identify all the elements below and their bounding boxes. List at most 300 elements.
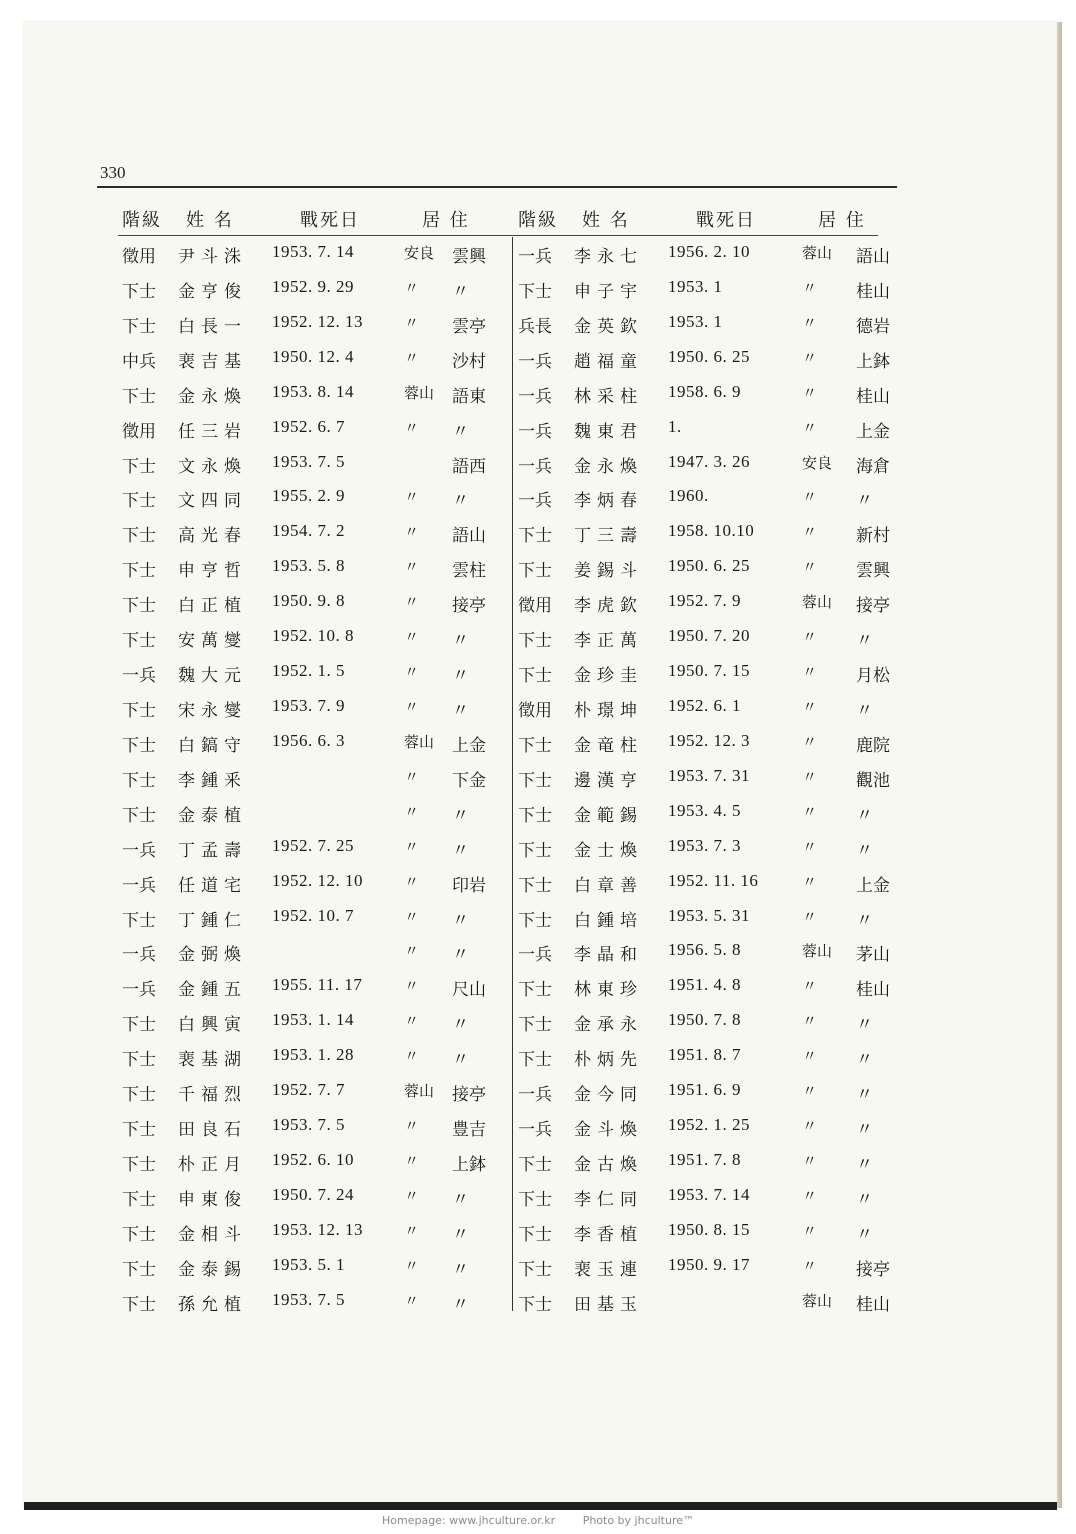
region-cell: 〃 xyxy=(404,802,420,821)
name-cell: 魏大元 xyxy=(178,666,247,687)
name-cell: 申亨哲 xyxy=(178,561,247,582)
death-date-cell: 1952. 7. 9 xyxy=(668,591,741,611)
death-date-cell: 1950. 7. 8 xyxy=(668,1010,741,1030)
village-cell: 〃 xyxy=(452,666,469,687)
death-date-cell: 1953. 5. 1 xyxy=(272,1254,345,1274)
table-row xyxy=(514,1181,904,1216)
bottom-bar xyxy=(24,1502,1057,1510)
death-date-cell: 1960. xyxy=(668,486,709,506)
rank-cell: 下士 xyxy=(122,1154,156,1175)
name-cell: 趙福童 xyxy=(574,351,643,372)
death-date-cell: 1947. 3. 26 xyxy=(668,451,750,471)
rank-cell: 徵用 xyxy=(518,700,552,721)
death-date-cell: 1950. 6. 25 xyxy=(668,346,750,366)
death-date-cell: 1952. 6. 10 xyxy=(272,1149,354,1169)
rank-cell: 下士 xyxy=(518,1294,552,1315)
death-date-cell: 1952. 11. 16 xyxy=(668,870,759,890)
village-cell: 接亭 xyxy=(856,596,890,617)
death-date-cell: 1953. 7. 5 xyxy=(272,1115,345,1135)
rank-cell: 下士 xyxy=(122,526,156,547)
village-cell: 〃 xyxy=(856,1120,873,1141)
death-date-cell: 1953. 5. 31 xyxy=(668,905,750,925)
name-cell: 白興寅 xyxy=(178,1015,247,1036)
table-row xyxy=(514,238,904,273)
name-cell: 安萬燮 xyxy=(178,631,247,652)
name-cell: 林采柱 xyxy=(574,386,643,407)
name-cell: 金範錫 xyxy=(574,805,643,826)
rank-cell: 下士 xyxy=(518,910,552,931)
rank-cell: 下士 xyxy=(122,1189,156,1210)
death-date-cell: 1954. 7. 2 xyxy=(272,521,345,541)
region-cell: 〃 xyxy=(404,558,420,577)
village-cell: 〃 xyxy=(856,805,873,826)
table-row xyxy=(514,343,904,378)
region-cell: 〃 xyxy=(802,313,818,332)
region-cell: 〃 xyxy=(404,1117,420,1136)
death-date-cell: 1952. 12. 10 xyxy=(272,870,363,890)
village-cell: 上金 xyxy=(452,735,486,756)
village-cell: 接亭 xyxy=(856,1259,890,1280)
village-cell: 〃 xyxy=(856,910,873,931)
village-cell: 豊吉 xyxy=(452,1120,486,1141)
table-row xyxy=(118,657,508,692)
village-cell: 印岩 xyxy=(452,875,486,896)
region-cell: 〃 xyxy=(404,348,420,367)
name-cell: 田基玉 xyxy=(574,1294,643,1315)
village-cell: 〃 xyxy=(452,631,469,652)
footer-homepage: Homepage: www.jhculture.or.kr xyxy=(381,1514,556,1527)
table-row xyxy=(118,587,508,622)
table-row xyxy=(514,482,904,517)
rank-cell: 下士 xyxy=(518,281,552,302)
village-cell: 〃 xyxy=(452,421,469,442)
region-cell: 安良 xyxy=(404,244,435,262)
village-cell: 〃 xyxy=(452,700,469,721)
name-cell: 丁孟壽 xyxy=(178,840,247,861)
rank-cell: 下士 xyxy=(122,910,156,931)
name-cell: 金斗煥 xyxy=(574,1120,643,1141)
header-rule xyxy=(118,235,878,236)
death-date-cell: 1953. 7. 3 xyxy=(668,835,741,855)
rank-cell: 下士 xyxy=(518,1154,552,1175)
rank-cell: 一兵 xyxy=(518,351,552,372)
name-cell: 裵玉連 xyxy=(574,1259,643,1280)
death-date-cell: 1950. 12. 4 xyxy=(272,346,354,366)
death-date-cell: 1951. 7. 8 xyxy=(668,1149,741,1169)
region-cell: 〃 xyxy=(404,278,420,297)
table-row xyxy=(118,622,508,657)
table-header-left xyxy=(118,206,508,230)
table-row xyxy=(118,1041,508,1076)
name-cell: 白章善 xyxy=(574,875,643,896)
death-date-cell: 1950. 9. 8 xyxy=(272,591,345,611)
table-row xyxy=(514,448,904,483)
header-name: 姓 名 xyxy=(582,210,630,231)
village-cell: 語東 xyxy=(452,386,486,407)
death-date-cell: 1. xyxy=(668,416,682,436)
village-cell: 〃 xyxy=(856,1154,873,1175)
region-cell: 〃 xyxy=(404,523,420,542)
column-divider xyxy=(512,237,513,1311)
rank-cell: 一兵 xyxy=(122,980,156,1001)
table-row xyxy=(118,936,508,971)
table-row xyxy=(118,1216,508,1251)
name-cell: 李香植 xyxy=(574,1224,643,1245)
table-row xyxy=(118,1251,508,1286)
region-cell: 〃 xyxy=(802,558,818,577)
rank-cell: 下士 xyxy=(518,1015,552,1036)
region-cell: 蓉山 xyxy=(802,1291,833,1310)
village-cell: 雲亭 xyxy=(452,316,486,337)
rank-cell: 一兵 xyxy=(122,875,156,896)
name-cell: 申子宇 xyxy=(574,281,643,302)
rank-cell: 一兵 xyxy=(518,491,552,512)
village-cell: 〃 xyxy=(452,1015,469,1036)
region-cell: 蓉山 xyxy=(404,1082,435,1101)
table-row xyxy=(118,1181,508,1216)
name-cell: 任道宅 xyxy=(178,875,247,896)
table-row xyxy=(514,762,904,797)
region-cell: 〃 xyxy=(802,837,818,856)
region-cell: 蓉山 xyxy=(404,732,435,751)
name-cell: 白鎬守 xyxy=(178,735,247,756)
name-cell: 金竜柱 xyxy=(574,735,643,756)
region-cell: 〃 xyxy=(404,872,420,891)
village-cell: 尺山 xyxy=(452,980,486,1001)
region-cell: 〃 xyxy=(404,628,420,647)
table-row xyxy=(118,413,508,448)
footer-photo-credit: Photo by jhculture™ xyxy=(582,1514,694,1527)
region-cell: 〃 xyxy=(802,802,818,821)
rank-cell: 下士 xyxy=(518,735,552,756)
region-cell: 〃 xyxy=(802,977,818,996)
header-name: 姓 名 xyxy=(186,210,234,231)
name-cell: 金古煥 xyxy=(574,1154,643,1175)
table-row xyxy=(118,692,508,727)
rank-cell: 下士 xyxy=(518,1189,552,1210)
village-cell: 觀池 xyxy=(856,770,890,791)
death-date-cell: 1952. 9. 29 xyxy=(272,276,354,296)
name-cell: 田良石 xyxy=(178,1120,247,1141)
name-cell: 金珍圭 xyxy=(574,666,643,687)
name-cell: 高光春 xyxy=(178,526,247,547)
village-cell: 語山 xyxy=(856,247,890,267)
region-cell: 〃 xyxy=(802,1047,818,1066)
village-cell: 接亭 xyxy=(452,596,486,617)
village-cell: 雲興 xyxy=(856,561,890,582)
region-cell: 〃 xyxy=(404,1256,420,1275)
death-date-cell: 1953. 8. 14 xyxy=(272,381,354,401)
name-cell: 白正植 xyxy=(178,596,247,617)
rank-cell: 下士 xyxy=(518,840,552,861)
rank-cell: 下士 xyxy=(518,770,552,791)
region-cell: 〃 xyxy=(404,907,420,926)
death-date-cell: 1953. 1 xyxy=(668,276,723,296)
village-cell: 鹿院 xyxy=(856,735,890,756)
death-date-cell: 1956. 6. 3 xyxy=(272,730,345,750)
table-row xyxy=(118,1286,508,1321)
region-cell: 〃 xyxy=(404,697,420,716)
table-row xyxy=(514,1146,904,1181)
table-row xyxy=(118,762,508,797)
death-date-cell: 1952. 10. 7 xyxy=(272,905,354,925)
name-cell: 李晶和 xyxy=(574,945,643,966)
death-date-cell: 1951. 8. 7 xyxy=(668,1045,741,1065)
name-cell: 李正萬 xyxy=(574,631,643,652)
village-cell: 〃 xyxy=(856,1050,873,1071)
death-date-cell: 1952. 7. 7 xyxy=(272,1080,345,1100)
village-cell: 桂山 xyxy=(856,980,890,1001)
table-row xyxy=(118,1006,508,1041)
village-cell: 〃 xyxy=(452,491,469,512)
region-cell: 〃 xyxy=(802,1151,818,1170)
village-cell: 〃 xyxy=(452,1294,469,1315)
table-row xyxy=(514,797,904,832)
name-cell: 文四同 xyxy=(178,491,247,512)
death-date-cell: 1952. 1. 5 xyxy=(272,661,345,681)
rank-cell: 下士 xyxy=(122,1259,156,1280)
death-date-cell: 1950. 7. 15 xyxy=(668,661,750,681)
name-cell: 金士煥 xyxy=(574,840,643,861)
name-cell: 金承永 xyxy=(574,1015,643,1036)
death-date-cell: 1951. 6. 9 xyxy=(668,1080,741,1100)
table-row xyxy=(118,343,508,378)
rank-cell: 下士 xyxy=(122,1224,156,1245)
village-cell: 〃 xyxy=(452,805,469,826)
death-date-cell: 1952. 1. 25 xyxy=(668,1115,750,1135)
rank-cell: 下士 xyxy=(122,631,156,652)
footer xyxy=(0,1514,1076,1527)
region-cell: 〃 xyxy=(404,488,420,507)
death-date-cell: 1956. 5. 8 xyxy=(668,940,741,960)
header-residence: 居 住 xyxy=(422,210,470,231)
death-date-cell: 1953. 7. 14 xyxy=(272,242,354,261)
table-row xyxy=(514,378,904,413)
death-date-cell: 1955. 11. 17 xyxy=(272,975,363,995)
death-date-cell: 1953. 5. 8 xyxy=(272,556,345,576)
rank-cell: 兵長 xyxy=(518,316,552,337)
name-cell: 李永七 xyxy=(574,247,643,267)
death-date-cell: 1950. 6. 25 xyxy=(668,556,750,576)
name-cell: 金泰錫 xyxy=(178,1259,247,1280)
death-date-cell: 1953. 7. 31 xyxy=(668,765,750,785)
region-cell: 〃 xyxy=(802,278,818,297)
death-date-cell: 1952. 10. 8 xyxy=(272,626,354,646)
table-row xyxy=(118,273,508,308)
death-date-cell: 1953. 7. 14 xyxy=(668,1184,750,1204)
table-row xyxy=(118,867,508,902)
name-cell: 文永煥 xyxy=(178,456,247,477)
rank-cell: 中兵 xyxy=(122,351,156,372)
rank-cell: 下士 xyxy=(518,631,552,652)
village-cell: 語西 xyxy=(452,456,486,477)
region-cell: 〃 xyxy=(802,1117,818,1136)
table-row xyxy=(118,727,508,762)
village-cell: 〃 xyxy=(452,1259,469,1280)
village-cell: 〃 xyxy=(856,631,873,652)
region-cell: 〃 xyxy=(802,1012,818,1031)
region-cell: 蓉山 xyxy=(802,244,833,262)
region-cell: 〃 xyxy=(802,488,818,507)
region-cell: 〃 xyxy=(404,1291,420,1310)
rank-cell: 徵用 xyxy=(518,596,552,617)
region-cell: 〃 xyxy=(404,313,420,332)
rank-cell: 下士 xyxy=(122,700,156,721)
death-date-cell: 1952. 7. 25 xyxy=(272,835,354,855)
table-row xyxy=(514,587,904,622)
table-row xyxy=(514,692,904,727)
name-cell: 任三岩 xyxy=(178,421,247,442)
name-cell: 千福烈 xyxy=(178,1085,247,1106)
name-cell: 裵吉基 xyxy=(178,351,247,372)
table-row xyxy=(118,832,508,867)
table-row xyxy=(118,552,508,587)
header-rank: 階級 xyxy=(122,210,162,231)
region-cell: 蓉山 xyxy=(404,383,435,402)
village-cell: 語山 xyxy=(452,526,486,547)
name-cell: 朴璟坤 xyxy=(574,700,643,721)
rank-cell: 下士 xyxy=(122,805,156,826)
region-cell: 〃 xyxy=(404,1012,420,1031)
name-cell: 李仁同 xyxy=(574,1189,643,1210)
table-header-right xyxy=(514,206,884,230)
rank-cell: 一兵 xyxy=(122,666,156,687)
death-date-cell: 1958. 10.10 xyxy=(668,521,755,541)
name-cell: 申東俊 xyxy=(178,1189,247,1210)
name-cell: 尹斗洙 xyxy=(178,247,247,267)
village-cell: 沙村 xyxy=(452,351,486,372)
name-cell: 金今同 xyxy=(574,1085,643,1106)
death-date-cell: 1953. 12. 13 xyxy=(272,1219,363,1239)
table-row xyxy=(514,517,904,552)
death-date-cell: 1958. 6. 9 xyxy=(668,381,741,401)
rank-cell: 下士 xyxy=(518,1259,552,1280)
rank-cell: 下士 xyxy=(518,1050,552,1071)
rank-cell: 下士 xyxy=(518,875,552,896)
death-date-cell: 1952. 6. 7 xyxy=(272,416,345,436)
rank-cell: 下士 xyxy=(122,386,156,407)
village-cell: 〃 xyxy=(452,945,469,966)
rank-cell: 下士 xyxy=(518,805,552,826)
rank-cell: 下士 xyxy=(518,1224,552,1245)
name-cell: 李鍾釆 xyxy=(178,770,247,791)
death-date-cell: 1951. 4. 8 xyxy=(668,975,741,995)
rank-cell: 一兵 xyxy=(518,456,552,477)
rank-cell: 下士 xyxy=(122,596,156,617)
rank-cell: 下士 xyxy=(122,770,156,791)
region-cell: 〃 xyxy=(404,1221,420,1240)
table-row xyxy=(118,238,508,273)
name-cell: 魏東君 xyxy=(574,421,643,442)
region-cell: 〃 xyxy=(802,697,818,716)
rank-cell: 一兵 xyxy=(518,386,552,407)
rank-cell: 徵用 xyxy=(122,421,156,442)
table-row xyxy=(514,936,904,971)
header-residence: 居 住 xyxy=(818,210,866,231)
region-cell: 〃 xyxy=(802,732,818,751)
region-cell: 安良 xyxy=(802,453,833,472)
death-date-cell: 1953. 7. 5 xyxy=(272,1289,345,1309)
rank-cell: 下士 xyxy=(122,1015,156,1036)
name-cell: 金鍾五 xyxy=(178,980,247,1001)
name-cell: 李炳春 xyxy=(574,491,643,512)
name-cell: 朴正月 xyxy=(178,1154,247,1175)
region-cell: 〃 xyxy=(404,942,420,961)
page-number: 330 xyxy=(100,163,126,182)
village-cell: 雲興 xyxy=(452,247,486,267)
village-cell: 茅山 xyxy=(856,945,890,966)
name-cell: 朴炳先 xyxy=(574,1050,643,1071)
death-date-cell: 1955. 2. 9 xyxy=(272,486,345,506)
table-row xyxy=(514,622,904,657)
death-date-cell: 1953. 4. 5 xyxy=(668,800,741,820)
region-cell: 〃 xyxy=(404,977,420,996)
village-cell: 新村 xyxy=(856,526,890,547)
village-cell: 〃 xyxy=(856,840,873,861)
page-edge xyxy=(1057,22,1062,1508)
rank-cell: 下士 xyxy=(122,456,156,477)
name-cell: 李虎欽 xyxy=(574,596,643,617)
region-cell: 〃 xyxy=(802,907,818,926)
name-cell: 邊漢亨 xyxy=(574,770,643,791)
rank-cell: 下士 xyxy=(122,281,156,302)
region-cell: 〃 xyxy=(802,628,818,647)
village-cell: 〃 xyxy=(452,910,469,931)
header-death-date: 戰死日 xyxy=(300,210,360,231)
village-cell: 上鉢 xyxy=(856,351,890,372)
village-cell: 〃 xyxy=(856,1189,873,1210)
table-row xyxy=(118,902,508,937)
region-cell: 〃 xyxy=(404,837,420,856)
header-rank: 階級 xyxy=(518,210,558,231)
table-row xyxy=(514,308,904,343)
village-cell: 上鉢 xyxy=(452,1154,486,1175)
table-row xyxy=(514,1251,904,1286)
name-cell: 金亨俊 xyxy=(178,281,247,302)
village-cell: 〃 xyxy=(856,700,873,721)
region-cell: 〃 xyxy=(802,383,818,402)
death-date-cell: 1950. 7. 20 xyxy=(668,626,750,646)
region-cell: 〃 xyxy=(404,418,420,437)
table-row xyxy=(514,971,904,1006)
village-cell: 上金 xyxy=(856,421,890,442)
table-row xyxy=(118,1076,508,1111)
village-cell: 〃 xyxy=(452,1189,469,1210)
name-cell: 宋永燮 xyxy=(178,700,247,721)
name-cell: 白長一 xyxy=(178,316,247,337)
village-cell: 〃 xyxy=(856,1224,873,1245)
region-cell: 〃 xyxy=(404,663,420,682)
rank-cell: 一兵 xyxy=(518,1085,552,1106)
death-date-cell: 1952. 12. 13 xyxy=(272,311,363,331)
rank-cell: 一兵 xyxy=(518,421,552,442)
table-row xyxy=(514,727,904,762)
death-date-cell: 1950. 7. 24 xyxy=(272,1184,354,1204)
name-cell: 金永煥 xyxy=(574,456,643,477)
region-cell: 〃 xyxy=(404,593,420,612)
table-row xyxy=(118,1111,508,1146)
table-row xyxy=(514,832,904,867)
rank-cell: 下士 xyxy=(518,980,552,1001)
table-row xyxy=(514,1076,904,1111)
rank-cell: 下士 xyxy=(122,1050,156,1071)
table-row xyxy=(118,448,508,483)
region-cell: 〃 xyxy=(802,348,818,367)
region-cell: 〃 xyxy=(802,523,818,542)
region-cell: 〃 xyxy=(802,1186,818,1205)
name-cell: 丁鍾仁 xyxy=(178,910,247,931)
region-cell: 〃 xyxy=(404,1151,420,1170)
